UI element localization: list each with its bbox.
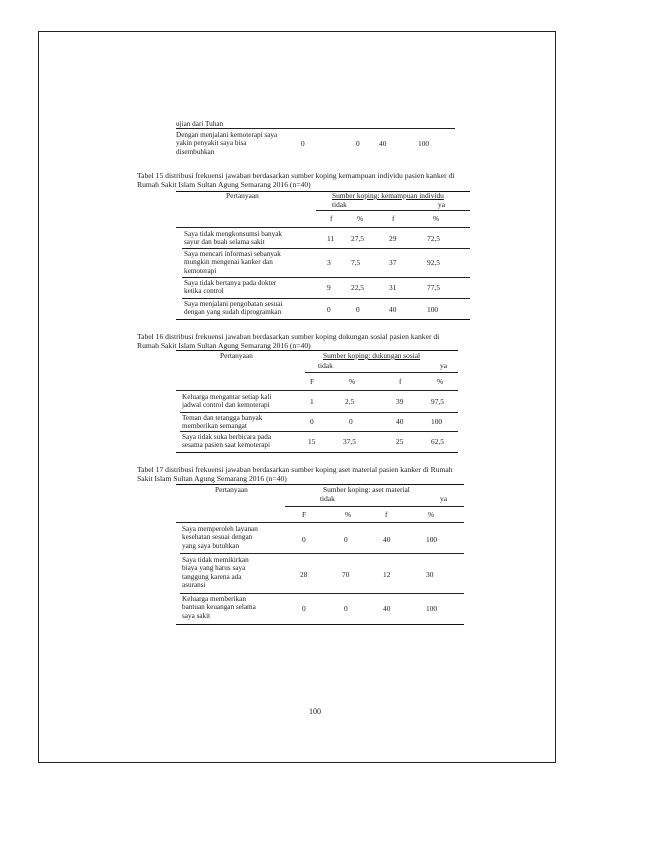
table16-row-question: Teman dan tetangga banyak memberikan semangat — [182, 414, 263, 431]
table16-cell: 0 — [310, 417, 314, 426]
page-number: 100 — [309, 707, 321, 716]
table17-subcol: % — [345, 510, 352, 519]
table15-subcol: % — [357, 214, 364, 223]
table16-cell: 0 — [349, 417, 353, 426]
table15-subcol: % — [433, 214, 440, 223]
table17-cell: 28 — [300, 570, 308, 579]
table16-cell: 15 — [308, 437, 316, 446]
table15-cell: 22,5 — [351, 283, 364, 292]
table17-row-rule — [180, 553, 464, 554]
table16-cell: 62,5 — [431, 437, 444, 446]
table17-cell: 70 — [342, 570, 350, 579]
table17-cell: 0 — [302, 604, 306, 613]
table15-cell: 40 — [389, 305, 397, 314]
table15-row-rule — [182, 298, 470, 299]
table17-cell: 12 — [383, 570, 391, 579]
table16-cell: 97,5 — [431, 397, 444, 406]
table16-sub-rule — [305, 372, 458, 373]
table17-cell: 0 — [344, 604, 348, 613]
table15-row-question: Saya menjalani pengobatan sesuai dengan yang sudah diprogramkan — [184, 300, 283, 317]
table17-cell: 30 — [426, 570, 434, 579]
prev-table-question: Dengan menjalani kemoterapi saya yakin penyakit saya bisa disembuhkan — [176, 131, 278, 156]
table16-row-rule — [180, 412, 458, 413]
table17-row-question: Saya tidak memikirkan biaya yang harus saya tanggung karena ada asuransi — [182, 556, 249, 590]
table15-cell: 3 — [327, 258, 331, 267]
table17-sub-rule — [285, 506, 464, 507]
table17-cell: 100 — [426, 604, 438, 613]
table15-cell: 31 — [389, 283, 397, 292]
table15-subcol: f — [330, 214, 333, 223]
table16-cell: 1 — [310, 397, 314, 406]
table17-cell: 0 — [344, 535, 348, 544]
table15-cell: 72,5 — [427, 234, 440, 243]
table15-bottom-rule — [176, 319, 470, 320]
table16-bottom-rule — [176, 452, 458, 453]
table16-group-header: Sumber koping: dukungan sosial — [323, 351, 421, 360]
table15-cell: 0 — [356, 305, 360, 314]
table15-cell: 27,5 — [351, 234, 364, 243]
table15-row-question: Saya tidak mengkonsumsi banyak sayur dan buah selama sakit — [184, 230, 283, 247]
table16-row-rule — [180, 431, 458, 432]
table16-subcol: F — [310, 377, 315, 386]
table17-caption: Tabel 17 distribusi frekuensi jawaban berdasarkan sumber koping aset material pasien kanker di Rumah Sakit Islam Sultan Agung Semarang 2016 (n=40) — [137, 465, 453, 484]
table17-cell: 40 — [383, 604, 391, 613]
table16-subcol: f — [399, 377, 402, 386]
table17-sub-ya: ya — [440, 494, 447, 503]
table17-sub-tidak: tidak — [320, 494, 335, 503]
table16-sub-tidak: tidak — [318, 361, 333, 370]
table16-cell: 39 — [396, 397, 404, 406]
prev-table-header-fragment: ujian dari Tuhan — [176, 120, 224, 128]
table15-sub-ya: ya — [438, 200, 445, 209]
table16-cell: 25 — [396, 437, 404, 446]
table17-subcol: f — [385, 510, 388, 519]
table15-sub-rule — [316, 210, 470, 211]
table15-group-header: Sumber koping: kemampuan individu — [332, 191, 444, 200]
table15-subcol: f — [392, 214, 395, 223]
table16-caption: Tabel 16 distribusi frekuensi jawaban berdasarkan sumber koping dukungan sosial pasien kanker di Rumah Sakit Islam Sultan Agung Semarang 2016 (n=40) — [137, 332, 440, 351]
table17-bottom-rule — [176, 624, 464, 625]
table15-row-rule — [182, 248, 470, 249]
table16-cell: 100 — [431, 417, 443, 426]
table17-cell: 100 — [426, 535, 438, 544]
table16-cell: 2,5 — [345, 397, 355, 406]
table17-subcol: F — [302, 510, 307, 519]
table17-group-header: Sumber koping: aset material — [323, 485, 410, 494]
table16-cell: 37,5 — [343, 437, 356, 446]
table15-cell: 92,5 — [427, 258, 440, 267]
table16-row-question: Keluarga mengantar setiap kali jadwal control dan kemoterapi — [182, 393, 272, 410]
table15-cell: 0 — [327, 305, 331, 314]
table15-cell: 100 — [427, 305, 439, 314]
table15-row-rule — [182, 277, 470, 278]
table17-row-question: Saya memperoleh layanan kesehatan sesuai dengan yang saya butuhkan — [182, 525, 258, 550]
table17-subcol: % — [428, 510, 435, 519]
table17-row-question: Keluarga memberikan bantuan keuangan selama saya sakit — [182, 595, 256, 620]
table16-subcol: % — [349, 377, 356, 386]
table15-cell: 37 — [389, 258, 397, 267]
table16-col-pertanyaan: Pertanyaan — [220, 351, 253, 360]
prev-table-rule — [176, 128, 455, 129]
table15-cell: 29 — [389, 234, 397, 243]
table15-header-rule — [176, 227, 470, 228]
page-border — [38, 31, 556, 763]
table16-cell: 40 — [396, 417, 404, 426]
table15-cell: 77,5 — [427, 283, 440, 292]
prev-val-pct-tidak: 0 — [356, 139, 360, 148]
table15-row-question: Saya mencari informasi sebanyak mungkin mengenai kanker dan kemoterapi — [184, 250, 281, 275]
table15-row-question: Saya tidak bertanya pada dokter ketika control — [184, 279, 277, 296]
prev-val-f-ya: 40 — [379, 139, 387, 148]
table15-cell: 7,5 — [351, 258, 361, 267]
prev-val-f-tidak: 0 — [301, 139, 305, 148]
prev-val-pct-ya: 100 — [418, 139, 430, 148]
table17-cell: 40 — [383, 535, 391, 544]
table16-header-rule — [176, 390, 458, 391]
table16-row-question: Saya tidak suka berbicara pada sesama pasien saat kemoterapi — [182, 433, 272, 450]
table15-col-pertanyaan: Pertanyaan — [226, 191, 259, 200]
table17-row-rule — [180, 593, 464, 594]
table16-subcol: % — [437, 377, 444, 386]
table15-cell: 9 — [327, 283, 331, 292]
table15-caption: Tabel 15 distribusi frekuensi jawaban berdasarkan sumber koping kemampuan individu pasien kanker di Rumah Sakit Islam Sultan Agung Semarang 2016 (n=40) — [137, 171, 455, 190]
table16-sub-ya: ya — [440, 361, 447, 370]
table15-sub-tidak: tidak — [332, 200, 347, 209]
table17-cell: 0 — [302, 535, 306, 544]
table15-cell: 11 — [327, 234, 335, 243]
table17-col-pertanyaan: Pertanyaan — [215, 485, 248, 494]
table17-header-rule — [176, 522, 464, 523]
